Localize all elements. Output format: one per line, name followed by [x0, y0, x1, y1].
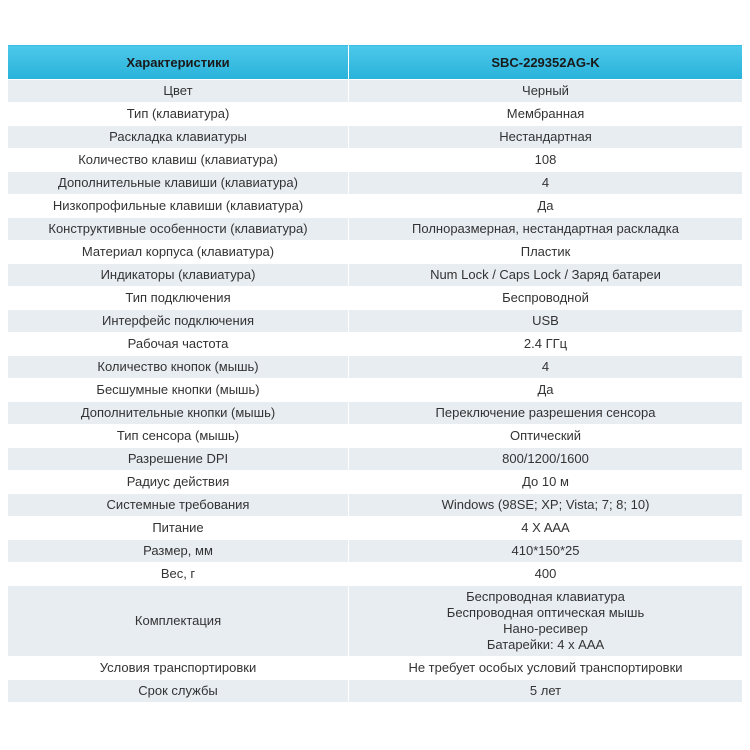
row-label: Дополнительные клавиши (клавиатура): [8, 172, 349, 195]
row-value: 4: [349, 356, 743, 379]
row-label: Низкопрофильные клавиши (клавиатура): [8, 195, 349, 218]
table-row: [8, 149, 743, 172]
row-value: До 10 м: [349, 471, 743, 494]
row-value: 2.4 ГГц: [349, 333, 743, 356]
table-row: [8, 680, 743, 703]
row-label: Системные требования: [8, 494, 349, 517]
row-value: USB: [349, 310, 743, 333]
table-row: [8, 80, 743, 103]
row-label: Размер, мм: [8, 540, 349, 563]
row-label: Количество кнопок (мышь): [8, 356, 349, 379]
table-row: [8, 356, 743, 379]
row-label: Вес, г: [8, 563, 349, 586]
table-header-row: [8, 45, 743, 80]
table-row: [8, 287, 743, 310]
row-label: Интерфейс подключения: [8, 310, 349, 333]
table-row: [8, 218, 743, 241]
row-value: Беспроводной: [349, 287, 743, 310]
table-row: [8, 471, 743, 494]
row-value: Да: [349, 379, 743, 402]
table-row: [8, 241, 743, 264]
row-value: Оптический: [349, 425, 743, 448]
row-label: Тип сенсора (мышь): [8, 425, 349, 448]
table-row: [8, 333, 743, 356]
table-row: [8, 425, 743, 448]
row-label: Тип (клавиатура): [8, 103, 349, 126]
table-row: [8, 264, 743, 287]
table-row: [8, 448, 743, 471]
table-row: [8, 540, 743, 563]
row-label: Бесшумные кнопки (мышь): [8, 379, 349, 402]
row-label: Комплектация: [8, 586, 349, 657]
row-label: Рабочая частота: [8, 333, 349, 356]
table-row: [8, 402, 743, 425]
row-value: 400: [349, 563, 743, 586]
row-value: 5 лет: [349, 680, 743, 703]
table-row: [8, 103, 743, 126]
row-value: 800/1200/1600: [349, 448, 743, 471]
package-item: Беспроводная клавиатура: [466, 589, 625, 604]
table-row: [8, 126, 743, 149]
row-label: Материал корпуса (клавиатура): [8, 241, 349, 264]
row-value: Нестандартная: [349, 126, 743, 149]
package-item: Нано-ресивер: [503, 621, 588, 636]
row-label: Срок службы: [8, 680, 349, 703]
header-characteristics: Характеристики: [8, 45, 349, 80]
row-value: Num Lock / Caps Lock / Заряд батареи: [349, 264, 743, 287]
row-label: Индикаторы (клавиатура): [8, 264, 349, 287]
row-label: Конструктивные особенности (клавиатура): [8, 218, 349, 241]
package-item: Беспроводная оптическая мышь: [446, 605, 645, 620]
row-label: Тип подключения: [8, 287, 349, 310]
table-row: [8, 586, 743, 657]
row-value: Переключение разрешения сенсора: [349, 402, 743, 425]
row-label: Питание: [8, 517, 349, 540]
row-value: [349, 586, 743, 657]
row-label: Дополнительные кнопки (мышь): [8, 402, 349, 425]
table-row: [8, 563, 743, 586]
row-label: Разрешение DPI: [8, 448, 349, 471]
package-item: Батарейки: 4 х AAA: [486, 637, 605, 652]
row-value: Windows (98SE; XP; Vista; 7; 8; 10): [349, 494, 743, 517]
row-label: Раскладка клавиатуры: [8, 126, 349, 149]
row-value: 4: [349, 172, 743, 195]
row-value: Пластик: [349, 241, 743, 264]
header-model: SBC-229352AG-K: [349, 45, 743, 80]
row-value: 108: [349, 149, 743, 172]
table-row: [8, 379, 743, 402]
row-value: Мембранная: [349, 103, 743, 126]
row-label: Цвет: [8, 80, 349, 103]
row-value: Черный: [349, 80, 743, 103]
row-value: 4 X AAA: [349, 517, 743, 540]
row-value: Полноразмерная, нестандартная раскладка: [349, 218, 743, 241]
table-row: [8, 172, 743, 195]
table-row: [8, 310, 743, 333]
spec-table: [7, 44, 743, 703]
table-row: [8, 195, 743, 218]
table-row: [8, 517, 743, 540]
row-value: Да: [349, 195, 743, 218]
row-value: 410*150*25: [349, 540, 743, 563]
row-value: Не требует особых условий транспортировки: [349, 657, 743, 680]
row-label: Условия транспортировки: [8, 657, 349, 680]
table-row: [8, 657, 743, 680]
row-label: Количество клавиш (клавиатура): [8, 149, 349, 172]
row-label: Радиус действия: [8, 471, 349, 494]
table-row: [8, 494, 743, 517]
